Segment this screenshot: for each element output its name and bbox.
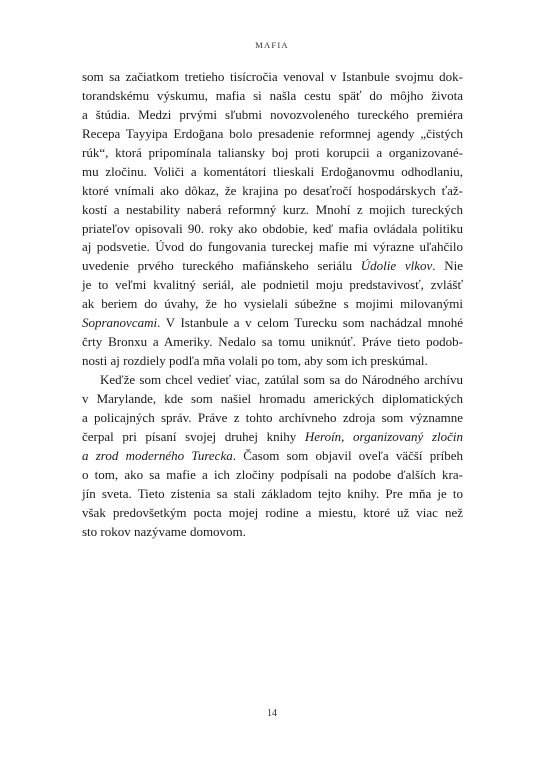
page-number: 14 — [267, 708, 277, 719]
italic-title: Sopranovcami — [82, 315, 158, 331]
text-line: Recepa Tayyipa Erdoğana bolo presadenie reformnej agendy „čistých — [82, 125, 463, 141]
text-line: čerpal pri písaní svojej druhej knihy Heroín, organizovaný zločin — [82, 428, 463, 444]
text-line: a policajných správ. Práve z tohto archívneho zdroja som významne — [82, 409, 463, 425]
text-line: je to veľmi kvalitný seriál, ale podnietil moju predstavivosť, zvlášť — [82, 277, 463, 293]
italic-title: a zrod moderného Turecka — [82, 447, 233, 463]
text-line: ktoré vnímali ako dôkaz, že krajina po desaťročí hospodárskych ťaž- — [82, 182, 463, 198]
text-line: sto rokov nazývame domovom. — [82, 523, 246, 539]
text-line: o tom, ako sa mafie a ich zločiny podpísali na podobe ďalších kra- — [82, 466, 463, 482]
text-line: ak beriem do úvahy, že ho vysielali súbežne s mojimi milovanými — [82, 296, 463, 312]
text-line: však predovšetkým pocta mojej rodine a miestu, ktoré už viac než — [82, 504, 463, 520]
text-line: som sa začiatkom tretieho tisícročia venoval v Istanbule svojmu dok- — [82, 69, 463, 84]
running-head: MAFIA — [255, 40, 289, 50]
text-line: a štúdia. Medzi prvými sľubmi novozvoleného tureckého premiéra — [82, 106, 463, 122]
italic-title: Heroín, organizovaný zločin — [304, 428, 463, 444]
text-line: v Marylande, kde som našiel hromadu amerických diplomatických — [82, 390, 463, 406]
text-line: uvedenie prvého tureckého mafiánskeho seriálu Údolie vlkov. Nie — [82, 258, 463, 274]
text-line: torandskému výskumu, mafia si našla cestu späť do môjho života — [82, 87, 463, 103]
text-line: nosti aj rozdiely podľa mňa volali po tom, aby som ich preskúmal. — [82, 353, 428, 369]
text-line: a zrod moderného Turecka. Časom som objavil oveľa väčší príbeh — [82, 447, 463, 463]
text-line: črty Bronxu a Ameriky. Nedalo sa tomu uniknúť. Práve tieto podob- — [82, 334, 463, 350]
text-line: jín sveta. Tieto zistenia sa stali základom tejto knihy. Pre mňa je to — [82, 485, 463, 501]
text-line: Keďže som chcel vedieť viac, zatúlal som sa do Národného archívu — [100, 372, 463, 387]
text-line: kostí a nestability naberá reformný kurz. Mnohí z mojich tureckých — [82, 201, 463, 217]
text-line: priateľov opisovali 90. roky ako obdobie, keď mafia ovládala politiku — [82, 220, 463, 236]
paragraph-2 — [82, 371, 463, 541]
body-text — [82, 68, 463, 541]
italic-title: Údolie vlkov — [360, 258, 433, 274]
text-line: rúk“, ktorá pripomínala taliansky boj proti korupcii a organizované- — [82, 144, 463, 160]
text-line: Sopranovcami. V Istanbule a v celom Turecku som nachádzal mnohé — [82, 315, 463, 331]
text-line: aj podsvetie. Úvod do fungovania tureckej mafie mi výrazne uľahčilo — [82, 239, 463, 255]
text-line: mu zločinu. Voliči a komentátori tlieskali Erdoğanovmu odhodlaniu, — [82, 163, 463, 179]
paragraph-1 — [82, 68, 463, 371]
